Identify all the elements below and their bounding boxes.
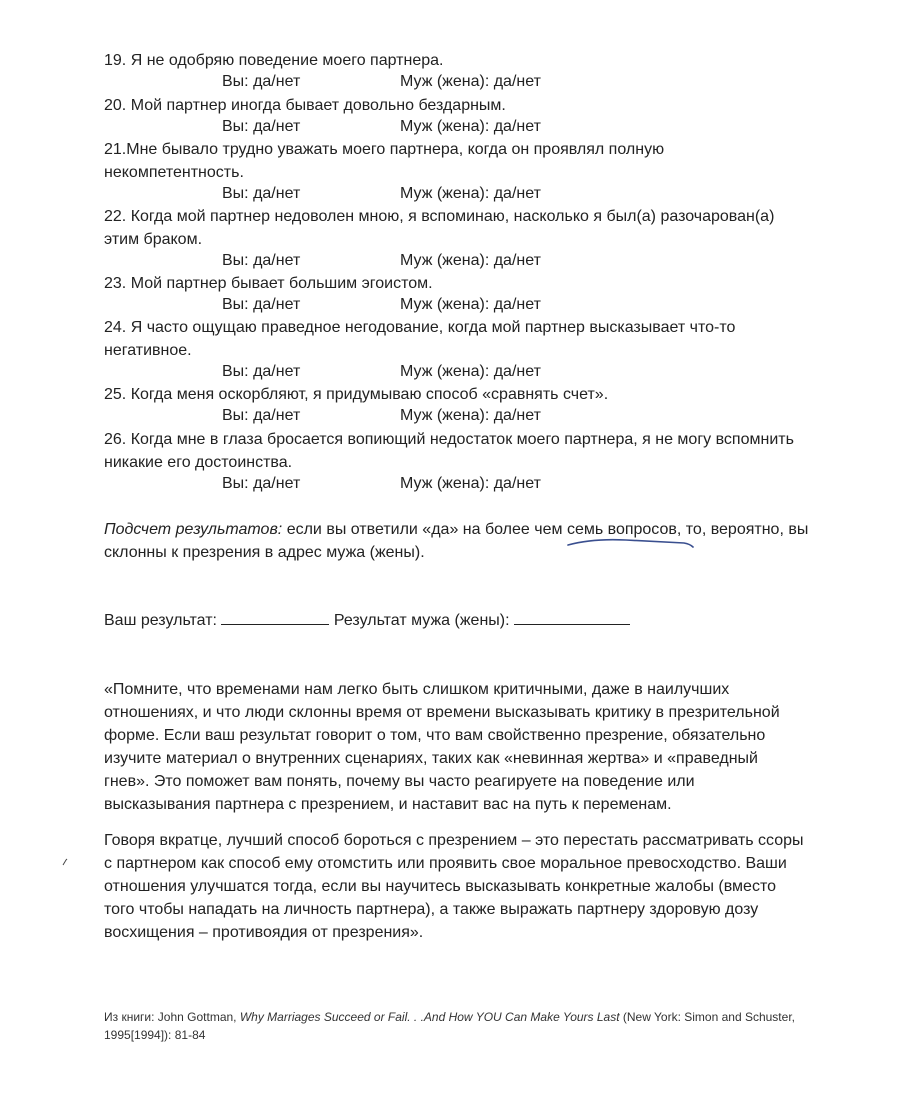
question-26: 26. Когда мне в глаза бросается вопиющий недостаток моего партнера, я не могу вспомнить никакие его достоинства. — [104, 431, 794, 471]
answer-spouse-26: Муж (жена): да/нет — [400, 475, 541, 492]
citation-prefix: Из книги: John Gottman, — [104, 1010, 240, 1024]
your-result-label: Ваш результат: — [104, 612, 217, 629]
answer-spouse-22: Муж (жена): да/нет — [400, 252, 541, 269]
answer-you-24: Вы: да/нет — [222, 363, 301, 380]
quote-paragraph-1: «Помните, что временами нам легко быть слишком критичными, даже в наилучших отношениях, и что люди склонны время от времени высказывать критику в презрительной форме. Если ваш результат говорит о том, что вам свойственно презрение, обязательно изучите материал о внутренних сценариях, таких как «невинная жертва» и «праведный гнев». Это поможет вам понять, почему вы часто реагируете на поведение или высказывания партнера с презрением, и наставит вас на путь к переменам. — [104, 681, 780, 813]
your-result-blank[interactable] — [221, 608, 329, 625]
answer-spouse-24: Муж (жена): да/нет — [400, 363, 541, 380]
answer-you-23: Вы: да/нет — [222, 296, 301, 313]
question-22: 22. Когда мой партнер недоволен мною, я вспоминаю, насколько я был(а) разочарован(а) этим браком. — [104, 208, 775, 248]
question-19: 19. Я не одобряю поведение моего партнера. — [104, 52, 444, 69]
question-25: 25. Когда меня оскорбляют, я придумываю способ «сравнять счет». — [104, 386, 609, 403]
quote-paragraph-2: Говоря вкратце, лучший способ бороться с презрением – это перестать рассматривать ссоры с партнером как способ ему отомстить или проявить свое моральное превосходство. Ваши отношения улучшатся тогда, если вы научитесь высказывать конкретные жалобы (вместо того чтобы нападать на личность партнера), а также выражать партнеру здоровую дозу восхищения – противоядия от презрения». — [104, 832, 804, 941]
answer-spouse-19: Муж (жена): да/нет — [400, 73, 541, 90]
question-20: 20. Мой партнер иногда бывает довольно бездарным. — [104, 97, 506, 114]
spouse-result-label: Результат мужа (жены): — [333, 612, 510, 629]
answer-spouse-25: Муж (жена): да/нет — [400, 407, 541, 424]
scoring-text-b: , то, вероятно, вы склонны к презрения в адрес мужа (жены). — [104, 521, 809, 561]
answer-spouse-20: Муж (жена): да/нет — [400, 118, 541, 135]
stray-pen-mark — [62, 858, 68, 866]
scoring-label: Подсчет результатов: — [104, 521, 283, 538]
answer-you-26: Вы: да/нет — [222, 475, 301, 492]
question-23: 23. Мой партнер бывает большим эгоистом. — [104, 275, 433, 292]
question-24: 24. Я часто ощущаю праведное негодование, когда мой партнер высказывает что-то негативное. — [104, 319, 736, 359]
answer-you-21: Вы: да/нет — [222, 185, 301, 202]
scoring-paragraph — [104, 518, 819, 564]
citation — [104, 1008, 809, 1044]
answer-you-20: Вы: да/нет — [222, 118, 301, 135]
pen-underline-mark — [566, 536, 696, 550]
answer-spouse-21: Муж (жена): да/нет — [400, 185, 541, 202]
answer-you-22: Вы: да/нет — [222, 252, 301, 269]
result-line — [104, 608, 824, 632]
scoring-highlight: семь вопросов — [566, 521, 677, 538]
citation-title: Why Marriages Succeed or Fail. . .And How YOU Can Make Yours Last — [239, 1010, 620, 1024]
answer-spouse-23: Муж (жена): да/нет — [400, 296, 541, 313]
spouse-result-blank[interactable] — [514, 608, 630, 625]
answer-you-25: Вы: да/нет — [222, 407, 301, 424]
question-21: 21.Мне бывало трудно уважать моего партнера, когда он проявлял полную некомпетентность. — [104, 141, 665, 181]
citation-suffix: (New York: Simon and Schuster, 1995[1994]): 81-84 — [104, 1010, 795, 1042]
scoring-text-a: если вы ответили «да» на более чем — [282, 521, 567, 538]
answer-you-19: Вы: да/нет — [222, 73, 301, 90]
